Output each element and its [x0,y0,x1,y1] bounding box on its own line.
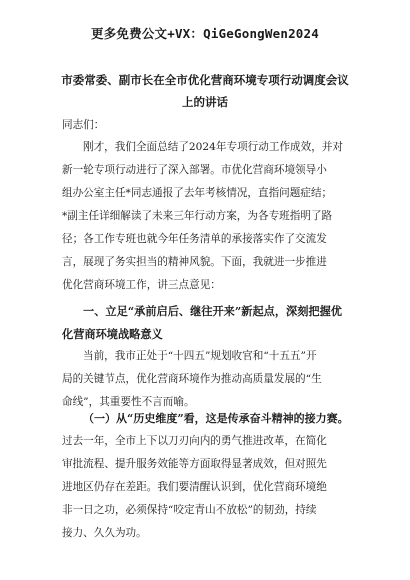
paragraph-line: 径；各工作专班也就今年任务清单的承接落实作了交流发 [62,233,327,245]
paragraph-line: 局的关键节点，优化营商环境作为推动高质量发展的“生 [62,373,322,385]
paragraph-line: 非一日之功，必须保持“咬定青山不放松”的韧劲，持续 [62,504,317,516]
greeting-text: 同志们： [62,119,105,131]
heading-line: （一）从“历史维度”看，这是传承奋斗精神的接力赛。 [83,412,349,425]
paragraph-line: 言，展现了务实担当的精神风貌。下面，我就进一步推进 [62,256,327,268]
paragraph-2 [62,345,352,414]
heading-line: 化营商环境战略意义 [62,327,163,341]
section-heading-1 [62,300,352,346]
greeting [62,114,352,137]
paragraph-line: 当前，我市正处于“十四五”规划收官和“十五五”开 [83,350,317,362]
paragraph-line: 刚才，我们全面总结了2024年专项行动工作成效，并对 [83,141,344,153]
paragraph-line: 审批流程、提升服务效能等方面取得显著成效，但对照先 [62,458,327,470]
paragraph-line: 优化营商环境工作，讲三点意见： [62,279,221,291]
subsection-heading-1 [62,407,352,430]
paragraph-line: 接力、久久为功。 [62,527,147,539]
paragraph-line: *副主任详细解读了未来三年行动方案，为各专班指明了路 [62,210,333,222]
paragraph-3 [62,430,352,545]
document-title-line-2: 上的讲话 [182,95,228,109]
paragraph-line: 命线”，其重要性不言而喻。 [62,396,195,408]
paragraph-1 [62,136,352,297]
document-title-line-1: 市委常委、副市长在全市优化营商环境专项行动调度会议 [61,73,349,87]
watermark-header: 更多免费公文+VX：QiGeGongWen2024 [91,26,319,41]
heading-line: 一、立足“承前启后、继往开来”新起点，深刻把握优 [83,304,342,318]
paragraph-line: 组办公室主任*同志通报了去年考核情况，直指问题症结； [62,187,333,199]
paragraph-line: 过去一年，全市上下以刀刃向内的勇气推进改革，在简化 [62,435,327,447]
paragraph-line: 进地区仍存在差距。我们要清醒认识到，优化营商环境绝 [62,481,327,493]
paragraph-line: 新一轮专项行动进行了深入部署。市优化营商环境领导小 [62,164,327,176]
